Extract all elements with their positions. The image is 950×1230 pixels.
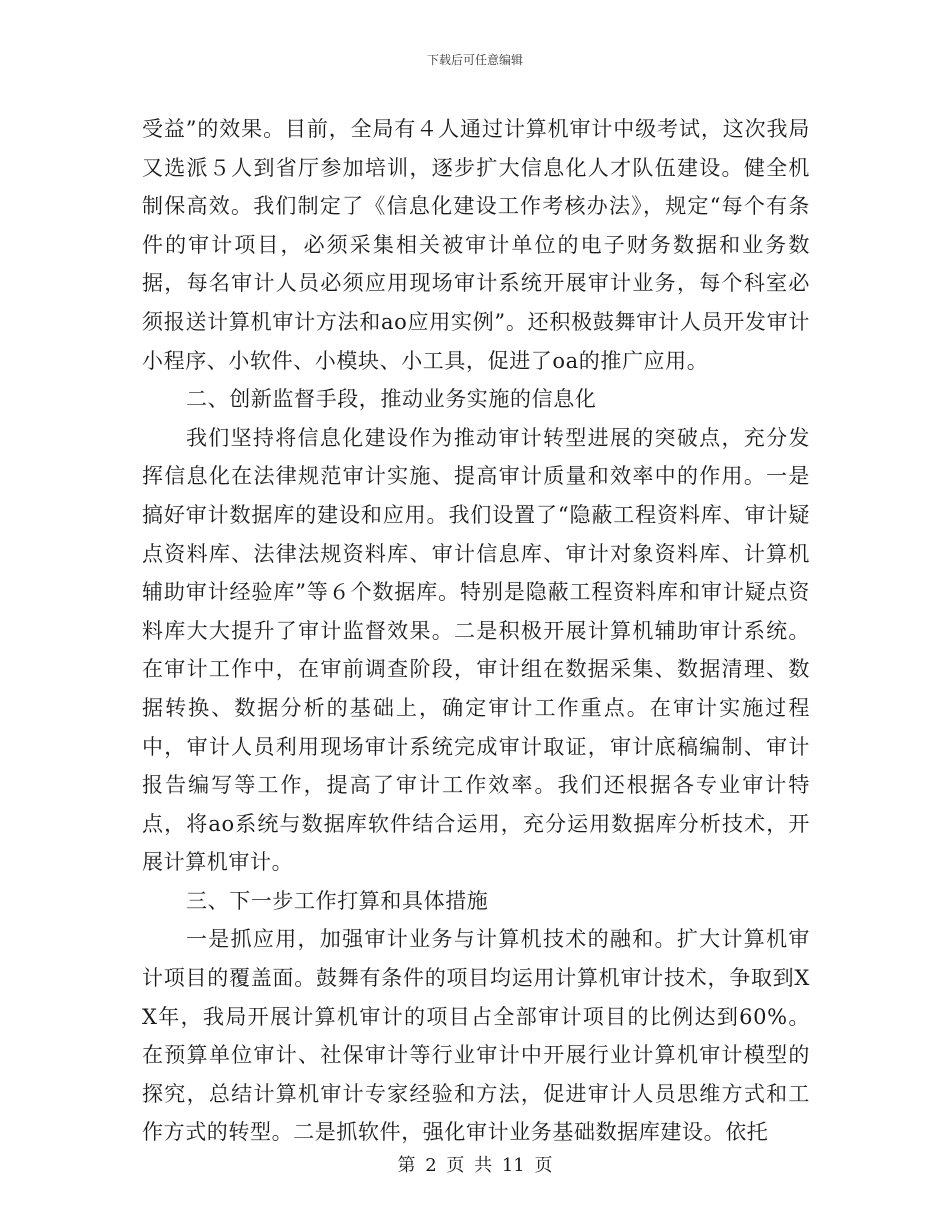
page-footer: [0, 1154, 950, 1178]
paragraph-3: 一是抓应用，加强审计业务与计算机技术的融和。扩大计算机审计项目的覆盖面。鼓舞有条件的项目均运用计算机审计技术，争取到XX年，我局开展计算机审计的项目占全部审计项目的比例达到60%。在预算单位审计、社保审计等行业审计中开展行业计算机审计模型的探究，总结计算机审计专家经验和方法，促进审计人员思维方式和工作方式的转型。二是抓软件，强化审计业务基础数据库建设。依托: [142, 927, 810, 1145]
document-body: [142, 110, 810, 1152]
page-number: 第 2 页 共 11 页: [397, 1155, 553, 1176]
paragraph-1: 受益”的效果。目前，全局有４人通过计算机审计中级考试，这次我局又选派５人到省厅参加培训，逐步扩大信息化人才队伍建设。健全机制保高效。我们制定了《信息化建设工作考核办法》，规定“每个有条件的审计项目，必须采集相关被审计单位的电子财务数据和业务数据，每名审计人员必须应用现场审计系统开展审计业务，每个科室必须报送计算机审计方法和ao应用实例”。还积极鼓舞审计人员开发审计小程序、小软件、小模块、小工具，促进了oa的推广应用。: [142, 117, 810, 373]
paragraph-2: 我们坚持将信息化建设作为推动审计转型进展的突破点，充分发挥信息化在法律规范审计实施、提高审计质量和效率中的作用。一是搞好审计数据库的建设和应用。我们设置了“隐蔽工程资料库、审计疑点资料库、法律法规资料库、审计信息库、审计对象资料库、计算机辅助审计经验库”等６个数据库。特别是隐蔽工程资料库和审计疑点资料库大大提升了审计监督效果。二是积极开展计算机辅助审计系统。在审计工作中，在审前调查阶段，审计组在数据采集、数据清理、数据转换、数据分析的基础上，确定审计工作重点。在审计实施过程中，审计人员利用现场审计系统完成审计取证，审计底稿编制、审计报告编写等工作，提高了审计工作效率。我们还根据各专业审计特点，将ao系统与数据库软件结合运用，充分运用数据库分析技术，开展计算机审计。: [142, 425, 810, 875]
section-heading-3: 三、下一步工作打算和具体措施: [186, 888, 489, 913]
section-heading-2: 二、创新监督手段，推动业务实施的信息化: [186, 387, 597, 412]
header-note: 下载后可任意编辑: [426, 53, 523, 67]
page-header: [0, 52, 950, 68]
